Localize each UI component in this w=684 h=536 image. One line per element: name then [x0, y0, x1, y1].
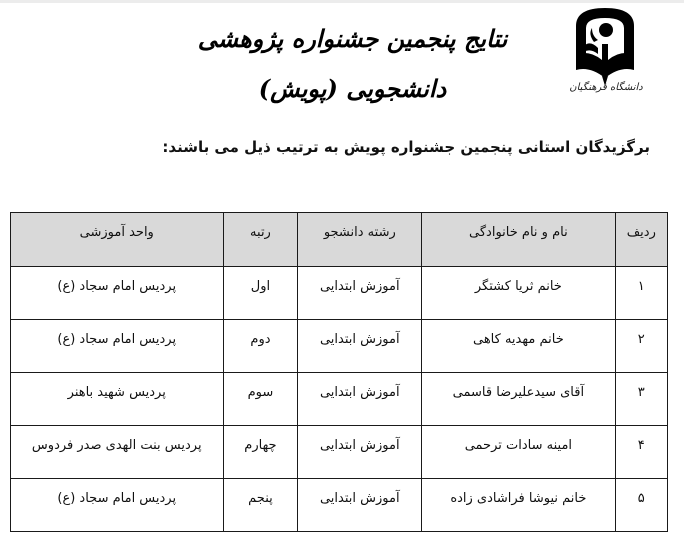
- cell-index: ۳: [615, 373, 667, 426]
- table-row: [11, 426, 668, 479]
- table-row: [11, 373, 668, 426]
- cell-name: آقای سیدعلیرضا قاسمی: [422, 373, 615, 426]
- cell-name: امینه سادات ترحمی: [422, 426, 615, 479]
- cell-index: ۵: [615, 479, 667, 532]
- cell-index: ۴: [615, 426, 667, 479]
- cell-rank: اول: [223, 267, 298, 320]
- cell-rank: دوم: [223, 320, 298, 373]
- cell-name: خانم نیوشا فراشادی زاده: [422, 479, 615, 532]
- column-header-unit: واحد آموزشی: [11, 213, 224, 267]
- column-header-name: نام و نام خانوادگی: [422, 213, 615, 267]
- logo-caption: دانشگاه فرهنگیان: [569, 82, 643, 93]
- intro-text: برگزیدگان استانی پنجمین جشنواره پویش به ترتیب ذیل می باشند:: [162, 138, 650, 156]
- cell-unit: پردیس امام سجاد (ع): [11, 267, 224, 320]
- column-header-index: ردیف: [615, 213, 667, 267]
- cell-unit: پردیس شهید باهنر: [11, 373, 224, 426]
- cell-rank: چهارم: [223, 426, 298, 479]
- cell-field: آموزش ابتدایی: [298, 426, 422, 479]
- cell-name: خانم ثریا کشتگر: [422, 267, 615, 320]
- table-row: [11, 267, 668, 320]
- cell-name: خانم مهدیه کاهی: [422, 320, 615, 373]
- cell-field: آموزش ابتدایی: [298, 373, 422, 426]
- cell-field: آموزش ابتدایی: [298, 479, 422, 532]
- cell-unit: پردیس امام سجاد (ع): [11, 479, 224, 532]
- top-border: [0, 0, 684, 3]
- results-table: [10, 212, 668, 532]
- table-header-row: [11, 213, 668, 267]
- cell-unit: پردیس بنت الهدی صدر فردوس: [11, 426, 224, 479]
- cell-index: ۲: [615, 320, 667, 373]
- cell-index: ۱: [615, 267, 667, 320]
- cell-rank: پنجم: [223, 479, 298, 532]
- cell-rank: سوم: [223, 373, 298, 426]
- cell-field: آموزش ابتدایی: [298, 320, 422, 373]
- table-row: [11, 479, 668, 532]
- column-header-rank: رتبه: [223, 213, 298, 267]
- cell-field: آموزش ابتدایی: [298, 267, 422, 320]
- page-title: نتایج پنجمین جشنواره پژوهشی دانشجویی (پویش): [197, 24, 508, 103]
- table-row: [11, 320, 668, 373]
- column-header-field: رشته دانشجو: [298, 213, 422, 267]
- cell-unit: پردیس امام سجاد (ع): [11, 320, 224, 373]
